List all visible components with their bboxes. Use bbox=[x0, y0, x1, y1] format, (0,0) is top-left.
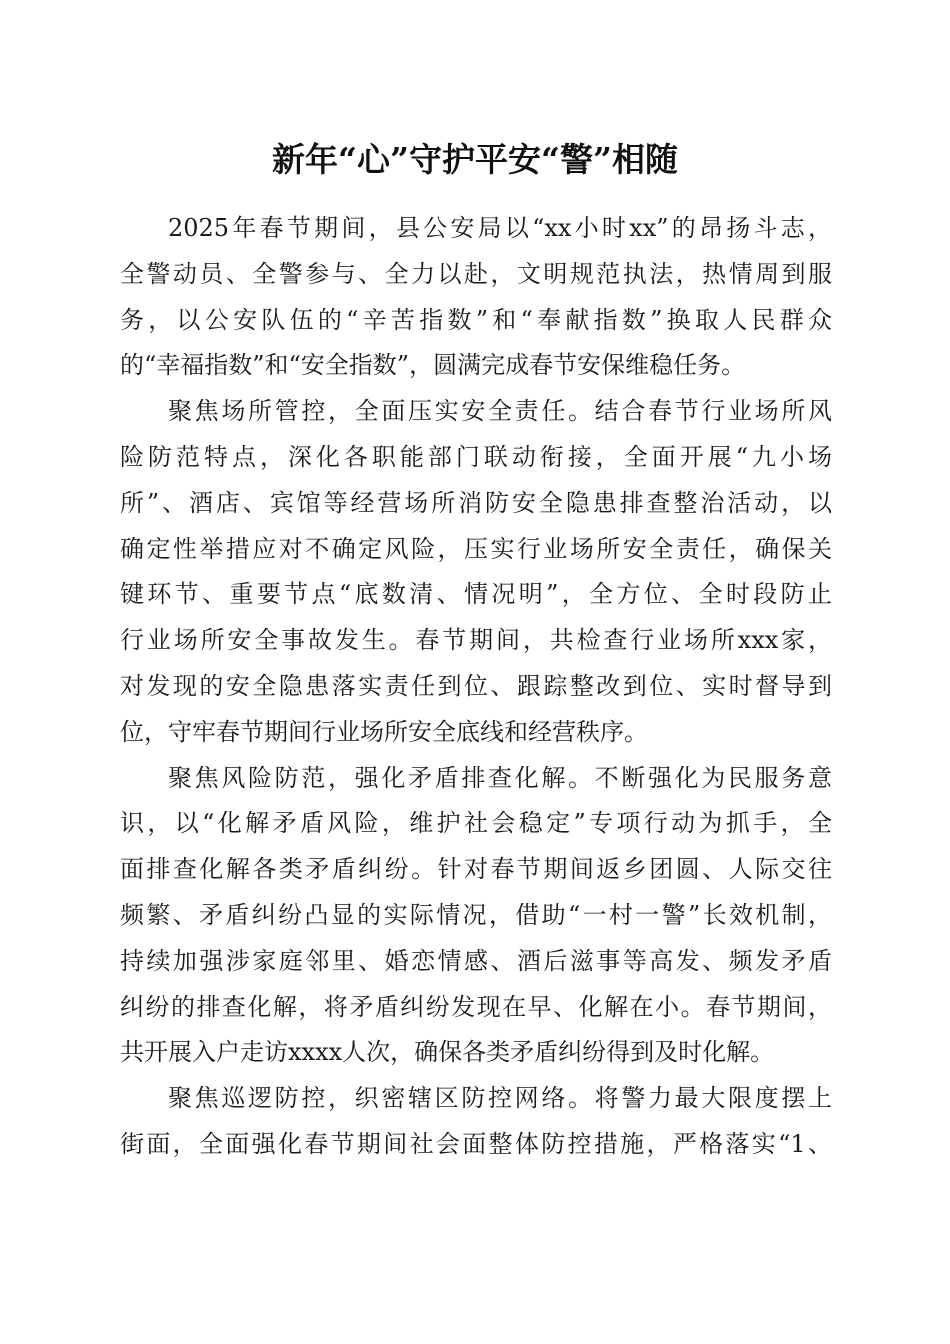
paragraph-line: 行业场所安全事故发生。春节期间，共检查行业场所xxx家， bbox=[120, 626, 832, 655]
paragraph-4 bbox=[120, 1076, 832, 1168]
paragraph-line: 面排查化解各类矛盾纠纷。针对春节期间返乡团圆、人际交往 bbox=[120, 855, 832, 884]
paragraph-line: 键环节、重要节点“底数清、情况明”，全方位、全时段防止 bbox=[120, 580, 832, 609]
paragraph-line: 确定性举措应对不确定风险，压实行业场所安全责任，确保关 bbox=[120, 534, 832, 563]
paragraph-line: 持续加强涉家庭邻里、婚恋情感、酒后滋事等高发、频发矛盾 bbox=[120, 946, 832, 975]
paragraph-line: 聚焦风险防范，强化矛盾排查化解。不断强化为民服务意 bbox=[168, 763, 832, 792]
paragraph-line: 频繁、矛盾纠纷凸显的实际情况，借助“一村一警”长效机制， bbox=[120, 900, 832, 929]
paragraph-line: 识，以“化解矛盾风险，维护社会稳定”专项行动为抓手，全 bbox=[120, 809, 832, 838]
paragraph-line: 聚焦场所管控，全面压实安全责任。结合春节行业场所风 bbox=[168, 397, 832, 426]
paragraph-3 bbox=[120, 756, 832, 1077]
paragraph-line: 聚焦巡逻防控，织密辖区防控网络。将警力最大限度摆上 bbox=[168, 1084, 832, 1113]
paragraph-line: 2025年春节期间，县公安局以“xx小时xx”的昂扬斗志， bbox=[168, 214, 832, 242]
paragraph-line: 对发现的安全隐患落实责任到位、跟踪整改到位、实时督导到 bbox=[120, 671, 832, 700]
document-body bbox=[120, 206, 832, 1168]
paragraph-line: 所”、酒店、宾馆等经营场所消防安全隐患排查整治活动，以 bbox=[120, 488, 832, 517]
paragraph-1 bbox=[120, 206, 832, 389]
paragraph-line: 的“幸福指数”和“安全指数”，圆满完成春节安保维稳任务。 bbox=[120, 351, 746, 380]
document-title: 新年“心”守护平安“警”相随 bbox=[272, 140, 678, 179]
paragraph-line: 纠纷的排查化解，将矛盾纠纷发现在早、化解在小。春节期间， bbox=[120, 992, 832, 1021]
paragraph-line: 务，以公安队伍的“辛苦指数”和“奉献指数”换取人民群众 bbox=[120, 305, 832, 334]
paragraph-line: 位，守牢春节期间行业场所安全底线和经营秩序。 bbox=[120, 717, 648, 746]
paragraph-line: 全警动员、全警参与、全力以赴，文明规范执法，热情周到服 bbox=[120, 259, 832, 288]
paragraph-line: 街面，全面强化春节期间社会面整体防控措施，严格落实“1、 bbox=[120, 1129, 832, 1158]
paragraph-line: 险防范特点，深化各职能部门联动衔接，全面开展“九小场 bbox=[120, 442, 832, 471]
paragraph-line: 共开展入户走访xxxx人次，确保各类矛盾纠纷得到及时化解。 bbox=[120, 1038, 775, 1067]
paragraph-2 bbox=[120, 389, 832, 755]
